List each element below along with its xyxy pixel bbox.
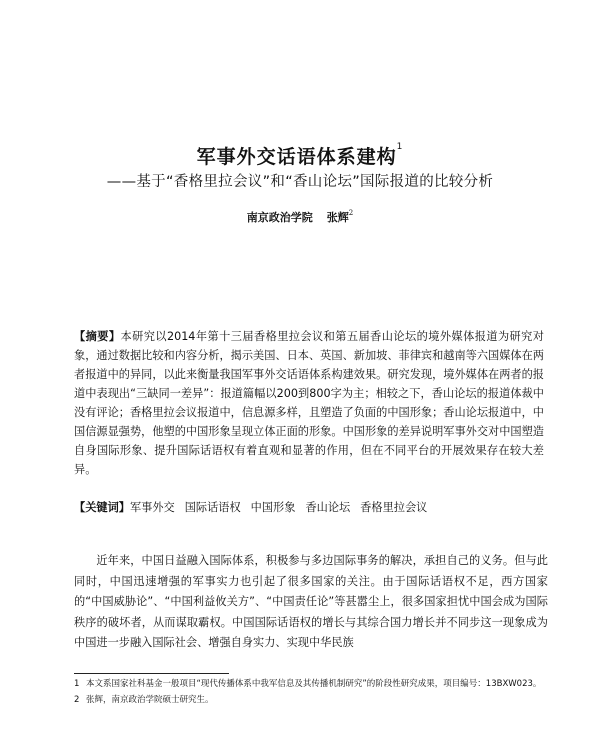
paper-subtitle: ——基于“香格里拉会议”和“香山论坛”国际报道的比较分析 [106,174,494,190]
footnote-text: 本文系国家社科基金一般项目“现代传播体系中我军信息及其传播机制研究”的阶段性研究成果，项目编号：13BXW023。 [86,679,542,689]
footnote-number: 1 [74,679,80,689]
abstract [74,327,544,479]
footnotes [74,678,544,710]
title-footnote-mark: 1 [396,142,404,152]
author-footnote-mark: 2 [348,209,354,217]
keyword: 中国形象 [250,501,296,514]
footnote [74,678,544,691]
keywords [74,498,554,517]
footnote-number: 2 [74,695,80,705]
footnote [74,694,544,707]
abstract-label: 【摘要】 [74,330,121,343]
affiliation: 南京政治学院 [246,211,313,224]
body-paragraph: 近年来，中国日益融入国际体系，积极参与多边国际事务的解决，承担自己的义务。但与此同时，中国迅速增强的军事实力也引起了很多国家的关注。由于国际话语权不足，西方国家的“中国威胁论”、“中国利益攸关方”、“中国责任论”等甚嚣尘上，很多国家担忧中国会成为国际秩序的破坏者，从而谋取霸权。中国国际话语权的增长与其综合国力增长并不同步这一现象成为中国进一步融入国际社会、增强自身实力、实现中华民族 [74,554,548,649]
footnote-text: 张辉，南京政治学院硕士研究生。 [86,695,214,705]
keyword: 国际话语权 [184,501,241,514]
keywords-label: 【关键词】 [74,501,130,514]
title-text: 军事外交话语体系建构 [196,146,397,168]
keyword: 香格里拉会议 [360,501,428,514]
footnote-divider [74,673,229,674]
author-line [0,209,600,225]
abstract-text: 本研究以2014年第十三届香格里拉会议和第五届香山论坛的境外媒体报道为研究对象，通过数据比较和内容分析，揭示美国、日本、英国、新加坡、菲律宾和越南等六国媒体在两者报道中的异同，以此来衡量我国军事外交话语体系构建效果。研究发现，境外媒体在两者的报道中表现出“三缺同一差异”：报道篇幅以200到800字为主；相较之下，香山论坛的报道体裁中没有评论；香格里拉会议报道中，信息源多样，且塑造了负面的中国形象；香山论坛报道中，中国信源显强势，他塑的中国形象呈现立体正面的形象。中国形象的差异说明军事外交对中国塑造自身国际形象、提升国际话语权有着直观和显著的作用，但在不同平台的开展效果存在较大差异。 [74,330,544,476]
paper-title [0,142,600,169]
keyword: 军事外交 [129,501,175,514]
keyword: 香山论坛 [305,501,351,514]
author-name: 张辉 [326,211,349,224]
